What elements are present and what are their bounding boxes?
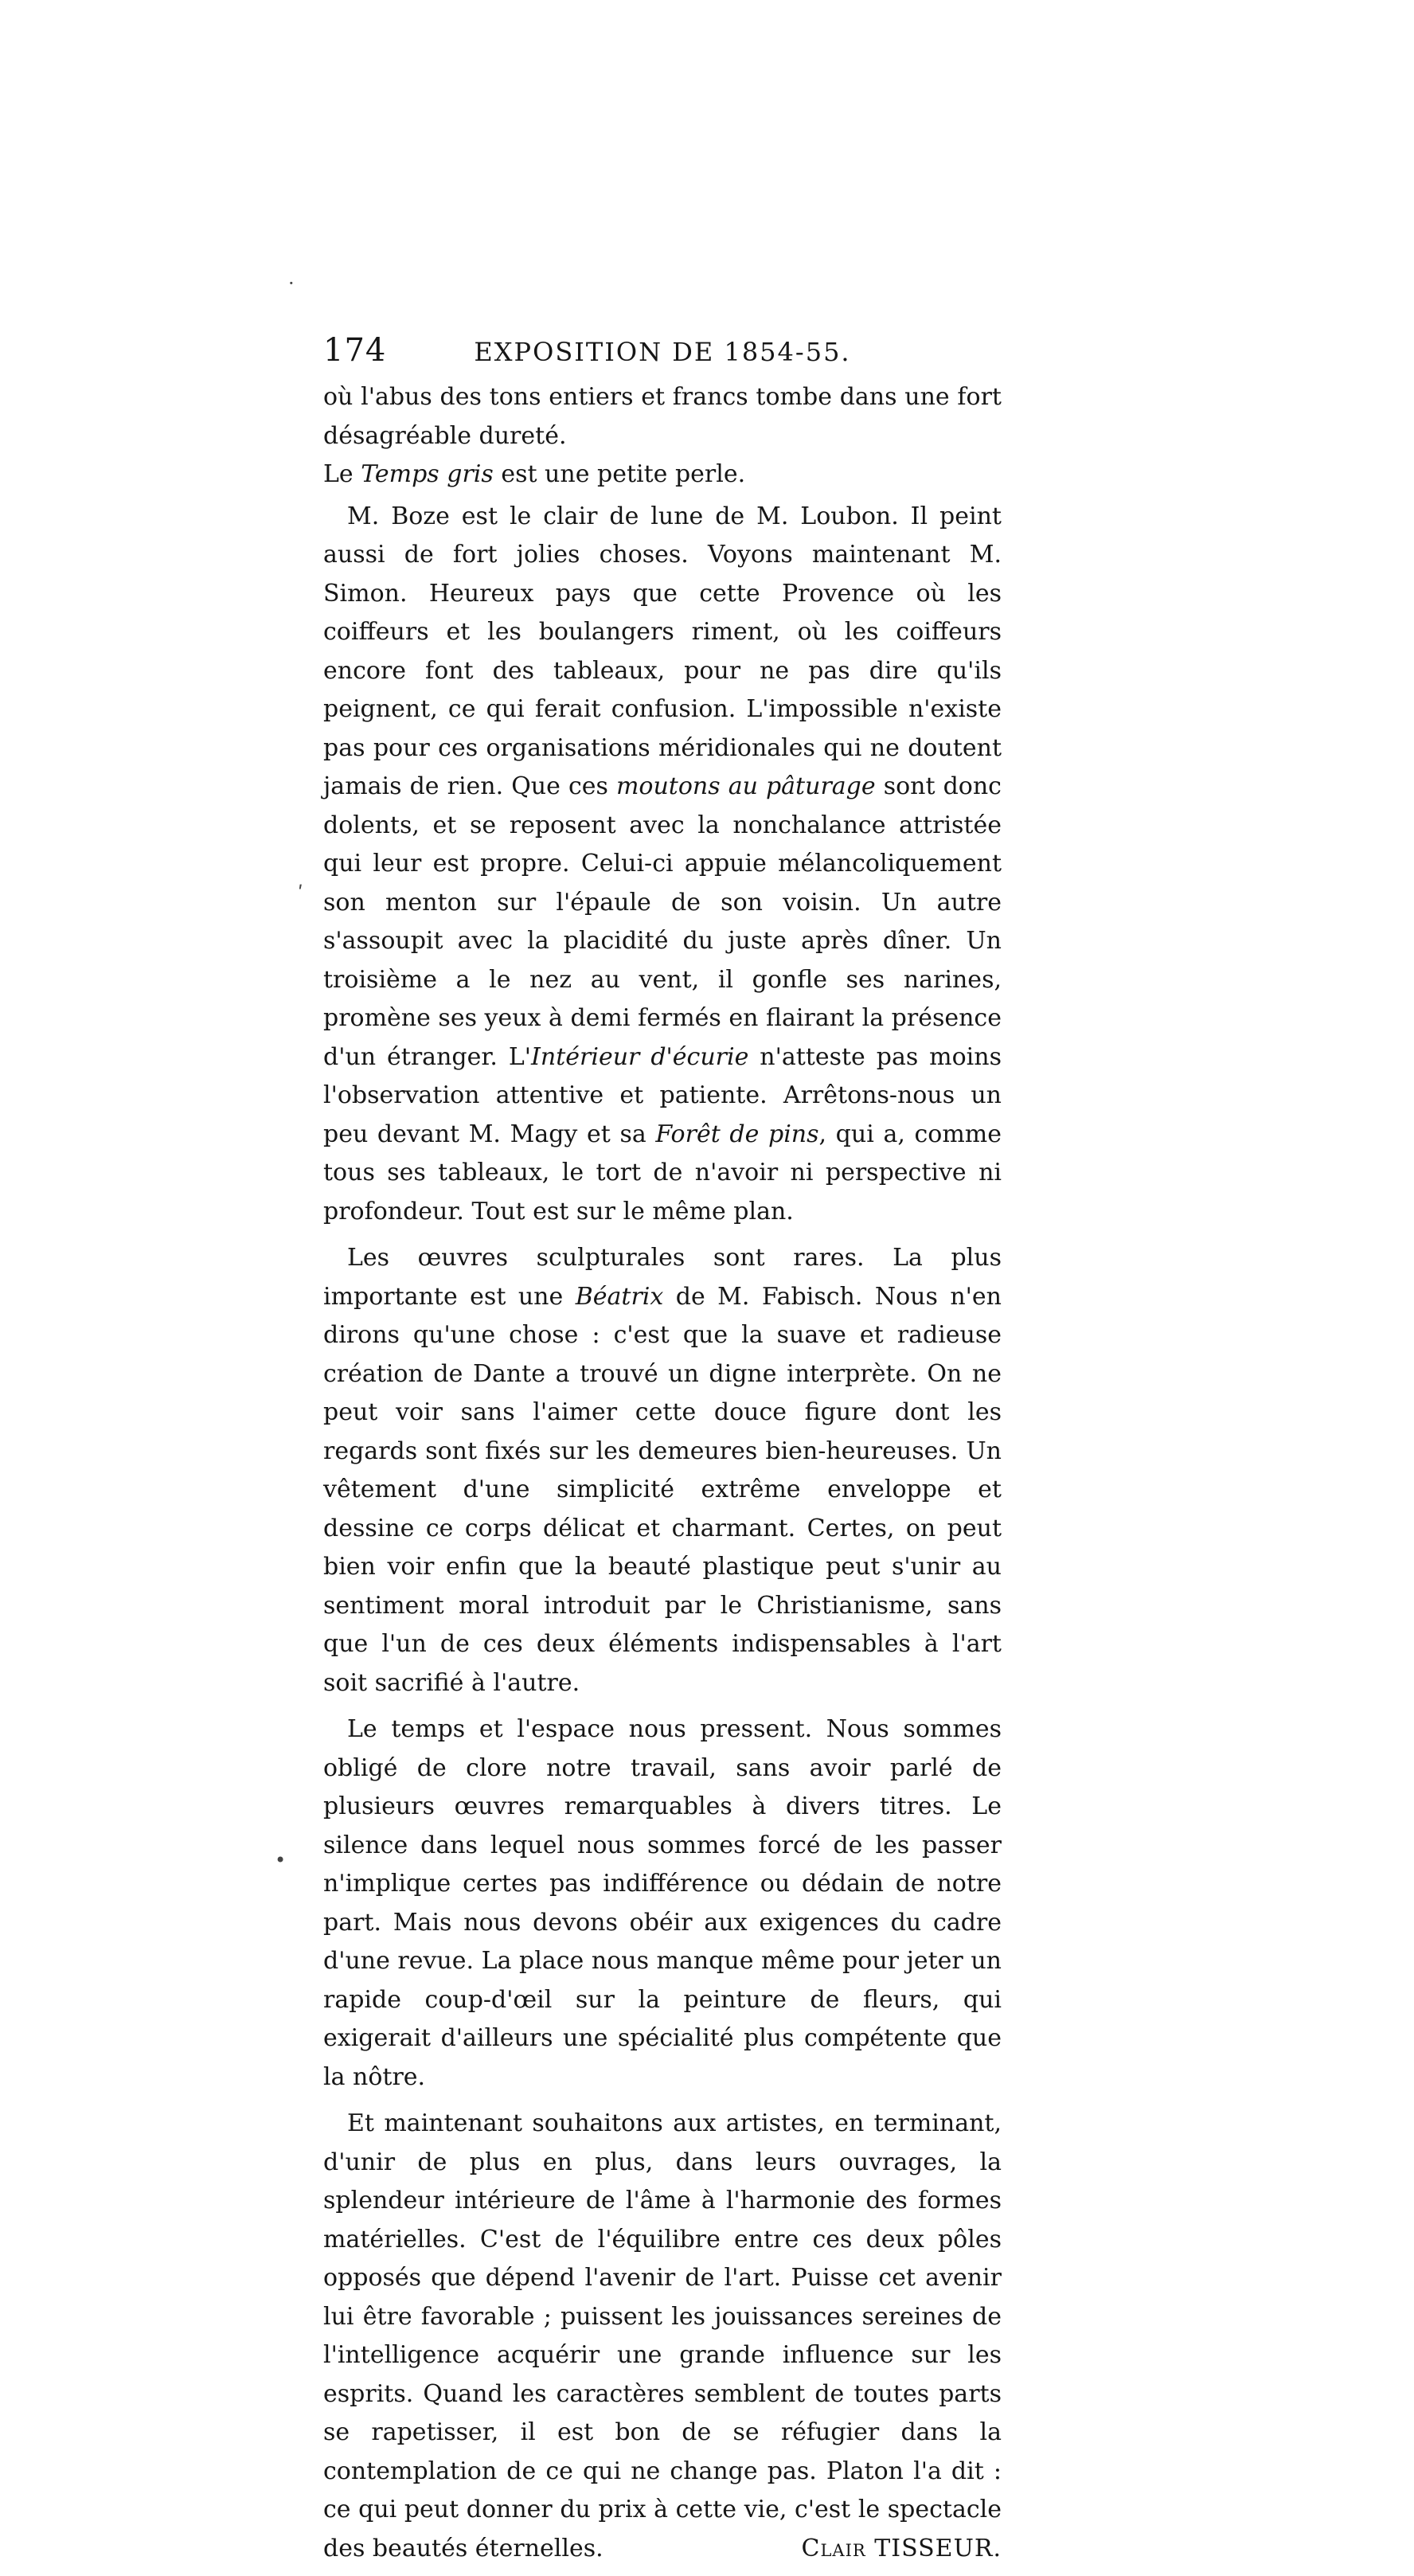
body-text (323, 378, 1002, 2576)
scan-mark: • (275, 1849, 287, 1871)
scan-mark: · (288, 272, 295, 295)
paragraph: où l'abus des tons entiers et francs tombe dans une fort désagréable dureté. Le Temps gris est une petite perle. (323, 383, 1002, 488)
paragraph: Et maintenant souhaitons aux artistes, en terminant, d'unir de plus en plus, dans leurs ouvrages, la splendeur intérieure de l'âme à l'harmonie des formes matérielles. C'est de l'équilibre entre ces deux pôles opposés que dépend l'avenir de l'art. Puisse cet avenir lui être favorable ; puissent les jouissances sereines de l'intelligence acquérir une grande influence sur les esprits. Quand les caractères semblent de toutes parts se rapetisser, il est bon de se réfugier dans la contemplation de ce qui ne change pas. Platon l'a dit : ce qui peut donner du prix à cette vie, c'est le spectacle des beautés éternelles. Clair TISSEUR. (323, 2105, 1002, 2568)
paragraph: Les œuvres sculpturales sont rares. La plus importante est une Béatrix de M. Fabisch. Nous n'en dirons qu'une chose : c'est que la suave et radieuse création de Dante a trouvé un digne interprète. On ne peut voir sans l'aimer cette douce figure dont les regards sont fixés sur les demeures bien-heureuses. Un vêtement d'une simplicité extrême enveloppe et dessine ce corps délicat et charmant. Certes, on peut bien voir enfin que la beauté plastique peut s'unir au sentiment moral introduit par le Christianisme, sans que l'un de ces deux éléments indispensables à l'art soit sacrifié à l'autre. (323, 1244, 1002, 1697)
paragraph: Le temps et l'espace nous pressent. Nous sommes obligé de clore notre travail, sans avoir parlé de plusieurs œuvres remarquables à divers titres. Le silence dans lequel nous sommes forcé de les passer n'implique certes pas indifférence ou dédain de notre part. Mais nous devons obéir aux exigences du cadre d'une revue. La place nous manque même pour jeter un rapide coup-d'œil sur la peinture de fleurs, qui exigerait d'ailleurs une spécialité plus compétente que la nôtre. (323, 1715, 1002, 2091)
page-number: 174 (323, 332, 387, 369)
paragraph: M. Boze est le clair de lune de M. Loubon. Il peint aussi de fort jolies choses. Voyons maintenant M. Simon. Heureux pays que cette Provence où les coiffeurs et les boulangers riment, où les coiffeurs encore font des tableaux, pour ne pas dire qu'ils peignent, ce qui ferait confusion. L'impossible n'existe pas pour ces organisations méridionales qui ne doutent jamais de rien. Que ces moutons au pâturage sont donc dolents, et se reposent avec la nonchalance attristée qui leur est propre. Celui-ci appuie mélancoliquement son menton sur l'épaule de son voisin. Un autre s'assoupit avec la placidité du juste après dîner. Un troisième a le nez au vent, il gonfle ses narines, promène ses yeux à demi fermés en flairant la présence d'un étranger. L'Intérieur d'écurie n'atteste pas moins l'observation attentive et patiente. Arrêtons-nous un peu devant M. Magy et sa Forêt de pins, qui a, comme tous ses tableaux, le tort de n'avoir ni perspective ni profondeur. Tout est sur le même plan. (323, 502, 1002, 1225)
running-title: EXPOSITION DE 1854-55. (474, 337, 851, 367)
author-signature: Clair TISSEUR. (801, 2534, 1002, 2562)
page-header (323, 330, 1002, 378)
scan-mark: ʹ (298, 882, 303, 905)
